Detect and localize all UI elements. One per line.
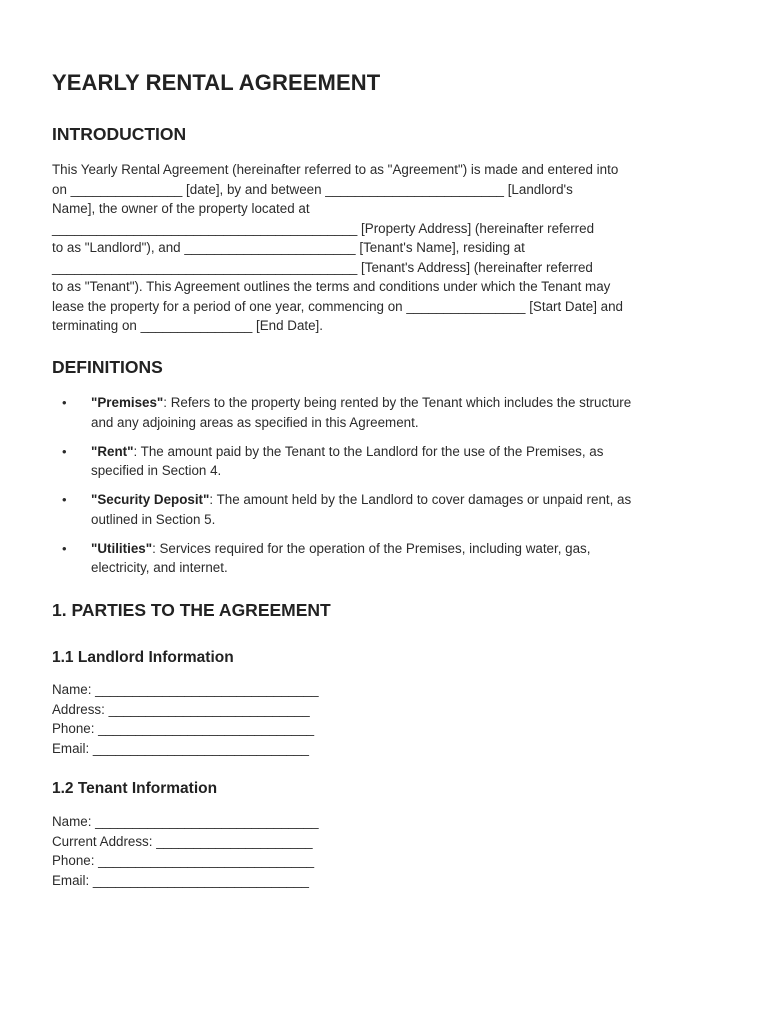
definition-text: : Refers to the property being rented by the Tenant which includes the structure xyxy=(163,395,632,410)
bullet-icon: • xyxy=(62,540,67,556)
definition-term: "Utilities" xyxy=(91,540,153,556)
landlord-info-fields xyxy=(52,680,319,759)
definition-item-rent xyxy=(52,442,724,481)
definition-term: "Security Deposit" xyxy=(91,492,210,507)
bullet-icon: • xyxy=(62,492,67,507)
tenant-email-field[interactable]: Email: _____________________________ xyxy=(52,873,309,889)
definition-text: outlined in Section 5. xyxy=(91,511,216,527)
definitions-heading: DEFINITIONS xyxy=(52,357,163,377)
bullet-icon: • xyxy=(62,395,67,410)
definition-item-utilities xyxy=(52,539,724,578)
introduction-line: This Yearly Rental Agreement (hereinafter referred to as "Agreement") is made and entered into xyxy=(52,162,619,177)
tenant-info-heading: 1.2 Tenant Information xyxy=(52,780,218,797)
introduction-line: on _______________ [date], by and between ________________________ [Landlord's xyxy=(52,181,573,197)
landlord-info-heading: 1.1 Landlord Information xyxy=(52,649,234,666)
definition-text: specified in Section 4. xyxy=(91,463,222,478)
definition-term: "Premises" xyxy=(91,395,164,410)
introduction-line: lease the property for a period of one year, commencing on ________________ [Start Date] and xyxy=(52,298,623,314)
introduction-line: _________________________________________ [Tenant's Address] (hereinafter referred xyxy=(52,259,593,275)
landlord-phone-field[interactable]: Phone: _____________________________ xyxy=(52,721,315,737)
introduction-line: to as "Tenant"). This Agreement outlines the terms and conditions under which the Tenant may xyxy=(52,279,611,294)
introduction-line: Name], the owner of the property located at xyxy=(52,201,310,216)
definition-text: : The amount paid by the Tenant to the Landlord for the use of the Premises, as xyxy=(133,443,604,459)
bullet-icon: • xyxy=(62,443,67,459)
introduction-line: to as "Landlord"), and _______________________ [Tenant's Name], residing at xyxy=(52,240,525,255)
document-title: YEARLY RENTAL AGREEMENT xyxy=(52,70,381,95)
tenant-current-address-field[interactable]: Current Address: _____________________ xyxy=(52,833,313,849)
introduction-line: _________________________________________ [Property Address] (hereinafter referred xyxy=(52,220,595,236)
landlord-address-field[interactable]: Address: ___________________________ xyxy=(52,701,310,717)
definition-text: electricity, and internet. xyxy=(91,560,228,575)
definition-item-security-deposit xyxy=(52,490,724,529)
introduction-paragraph xyxy=(52,160,724,336)
definition-term: "Rent" xyxy=(91,443,134,459)
tenant-phone-field[interactable]: Phone: _____________________________ xyxy=(52,853,315,869)
landlord-name-field[interactable]: Name: ______________________________ xyxy=(52,682,319,697)
definition-text: : The amount held by the Landlord to cover damages or unpaid rent, as xyxy=(209,492,632,507)
tenant-name-field[interactable]: Name: ______________________________ xyxy=(52,814,319,829)
parties-heading: 1. PARTIES TO THE AGREEMENT xyxy=(52,600,331,620)
landlord-email-field[interactable]: Email: _____________________________ xyxy=(52,741,309,757)
definition-text: and any adjoining areas as specified in this Agreement. xyxy=(91,414,419,430)
introduction-line: terminating on _______________ [End Date]. xyxy=(52,318,323,333)
definitions-list xyxy=(52,393,724,587)
tenant-info-fields xyxy=(52,812,319,891)
introduction-heading: INTRODUCTION xyxy=(52,124,187,144)
definition-item-premises xyxy=(52,393,724,432)
definition-text: : Services required for the operation of the Premises, including water, gas, xyxy=(152,540,591,556)
